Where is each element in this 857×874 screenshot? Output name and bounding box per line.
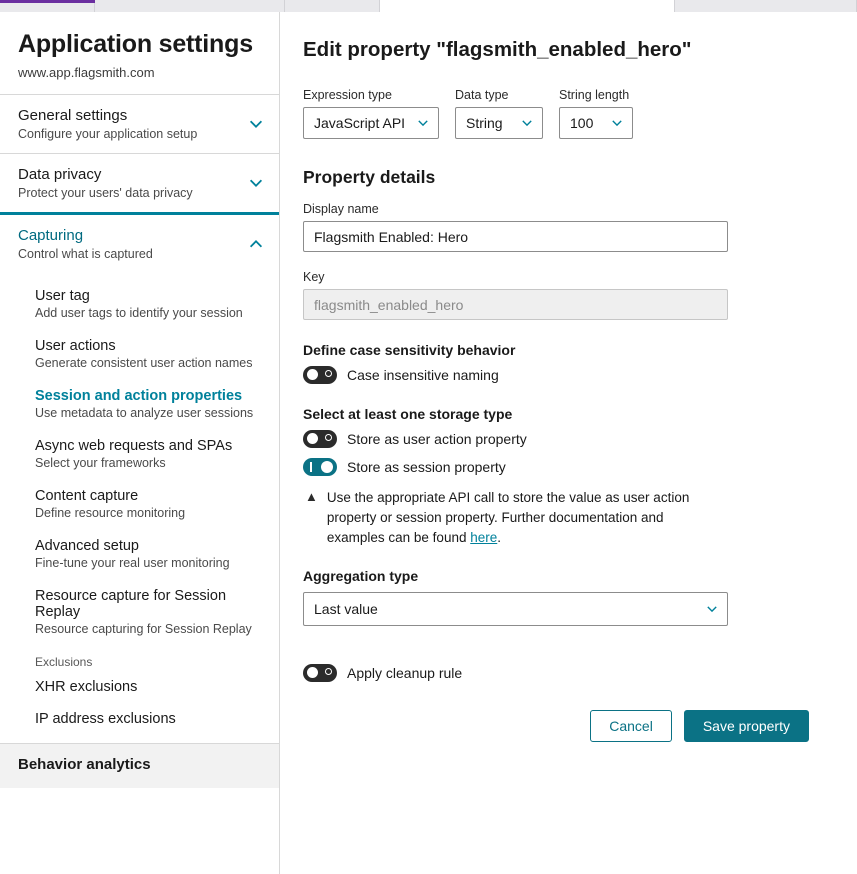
sidebar-item-user-tag[interactable] bbox=[0, 279, 279, 329]
subitem-label: Advanced setup bbox=[35, 538, 139, 554]
toggle-off-icon bbox=[325, 434, 332, 441]
sidebar-section-desc: Control what is captured bbox=[18, 247, 153, 261]
browser-tab-5[interactable] bbox=[675, 0, 857, 12]
subitem-desc: Select your frameworks bbox=[35, 456, 166, 470]
display-name-input[interactable] bbox=[303, 221, 728, 252]
settings-sidebar bbox=[0, 12, 280, 874]
sidebar-section-title: Data privacy bbox=[18, 166, 102, 183]
toggle-off-icon bbox=[325, 370, 332, 377]
browser-tab-active[interactable] bbox=[380, 0, 675, 12]
subitem-desc: Use metadata to analyze user sessions bbox=[35, 406, 254, 420]
store-as-session-property-row[interactable] bbox=[303, 458, 827, 476]
sidebar-item-advanced-setup[interactable] bbox=[0, 529, 279, 579]
aggregation-type-select[interactable] bbox=[303, 592, 728, 626]
string-length-value: 100 bbox=[570, 115, 594, 131]
display-name-label: Display name bbox=[303, 202, 379, 216]
property-details-heading: Property details bbox=[303, 167, 436, 187]
apply-cleanup-rule-toggle[interactable] bbox=[303, 664, 337, 682]
case-insensitive-naming-label: Case insensitive naming bbox=[347, 367, 499, 383]
toggle-knob bbox=[307, 369, 318, 380]
chevron-down-icon[interactable] bbox=[247, 115, 265, 133]
form-actions bbox=[303, 710, 827, 742]
key-field bbox=[303, 270, 827, 320]
toggle-knob bbox=[307, 433, 318, 444]
sidebar-item-session-and-action-properties[interactable] bbox=[0, 379, 279, 429]
toggle-knob bbox=[307, 667, 318, 678]
edit-property-panel bbox=[281, 12, 857, 874]
expression-type-field bbox=[303, 88, 439, 139]
apply-cleanup-rule-label: Apply cleanup rule bbox=[347, 665, 463, 681]
sidebar-item-user-actions[interactable] bbox=[0, 329, 279, 379]
store-as-user-action-property-row[interactable] bbox=[303, 430, 827, 448]
subitem-label: Async web requests and SPAs bbox=[35, 438, 233, 454]
case-sensitivity-heading: Define case sensitivity behavior bbox=[303, 342, 516, 358]
sidebar-item-general-settings[interactable] bbox=[0, 94, 279, 153]
subitem-label: User tag bbox=[35, 288, 90, 304]
apply-cleanup-rule-row[interactable] bbox=[303, 664, 827, 682]
store-as-session-property-label: Store as session property bbox=[347, 459, 506, 475]
sidebar-section-title: General settings bbox=[18, 107, 128, 124]
chevron-up-icon[interactable] bbox=[247, 235, 265, 253]
toggle-on-icon bbox=[310, 462, 312, 472]
sidebar-item-xhr-exclusions[interactable]: XHR exclusions bbox=[35, 679, 138, 695]
sidebar-section-title: Behavior analytics bbox=[18, 756, 151, 773]
case-insensitive-naming-toggle[interactable] bbox=[303, 366, 337, 384]
storage-type-heading: Select at least one storage type bbox=[303, 406, 513, 422]
subitem-desc: Generate consistent user action names bbox=[35, 356, 253, 370]
subitem-label: Session and action properties bbox=[35, 388, 243, 404]
tab-accent-bar bbox=[0, 0, 95, 3]
case-insensitive-naming-row[interactable] bbox=[303, 366, 827, 384]
chevron-down-icon bbox=[416, 116, 430, 130]
page-title: Application settings bbox=[18, 30, 253, 58]
subitem-desc: Add user tags to identify your session bbox=[35, 306, 243, 320]
browser-tab-2[interactable] bbox=[95, 0, 285, 12]
browser-tab-3[interactable] bbox=[285, 0, 380, 12]
subitem-label: Resource capture for Session Replay bbox=[35, 588, 227, 620]
notice-text-part1: Use the appropriate API call to store the value as user action property or session property. Further documentation and examples can be found bbox=[326, 490, 690, 545]
string-length-field bbox=[559, 88, 633, 139]
cancel-button[interactable]: Cancel bbox=[590, 710, 672, 742]
storage-notice-text bbox=[327, 488, 715, 548]
chevron-down-icon bbox=[705, 602, 719, 616]
sidebar-item-capturing[interactable] bbox=[0, 212, 279, 273]
documentation-link[interactable]: here bbox=[470, 530, 498, 545]
expression-type-select[interactable] bbox=[303, 107, 439, 139]
warning-icon: ▲ bbox=[305, 489, 318, 504]
browser-tab-strip bbox=[0, 0, 857, 12]
toggle-knob bbox=[321, 461, 333, 473]
type-fields-row bbox=[303, 88, 827, 139]
string-length-select[interactable] bbox=[559, 107, 633, 139]
aggregation-type-value: Last value bbox=[314, 601, 378, 617]
expression-type-value: JavaScript API bbox=[314, 115, 406, 131]
data-type-select[interactable] bbox=[455, 107, 543, 139]
data-type-value: String bbox=[466, 115, 503, 131]
sidebar-header bbox=[0, 12, 279, 94]
sidebar-item-data-privacy[interactable] bbox=[0, 153, 279, 212]
sidebar-item-content-capture[interactable] bbox=[0, 479, 279, 529]
spacer bbox=[303, 626, 827, 640]
chevron-down-icon bbox=[610, 116, 624, 130]
sidebar-section-title: Capturing bbox=[18, 227, 84, 244]
save-property-button[interactable]: Save property bbox=[684, 710, 809, 742]
string-length-label: String length bbox=[559, 88, 630, 102]
sidebar-item-ip-address-exclusions[interactable]: IP address exclusions bbox=[35, 711, 176, 727]
store-as-user-action-property-label: Store as user action property bbox=[347, 431, 527, 447]
subitem-desc: Resource capturing for Session Replay bbox=[35, 622, 252, 636]
sidebar-item-behavior-analytics[interactable] bbox=[0, 743, 279, 788]
capturing-subitems bbox=[0, 273, 279, 735]
sidebar-item-async-web-requests-and-spas[interactable] bbox=[0, 429, 279, 479]
sidebar-subtitle: www.app.flagsmith.com bbox=[18, 65, 155, 80]
display-name-field bbox=[303, 202, 827, 252]
subitem-desc: Define resource monitoring bbox=[35, 506, 186, 520]
sidebar-section-desc: Configure your application setup bbox=[18, 127, 198, 141]
notice-text-part2: . bbox=[497, 530, 502, 545]
panel-title: Edit property "flagsmith_enabled_hero" bbox=[303, 38, 692, 61]
exclusions-group-label: Exclusions bbox=[35, 655, 93, 669]
storage-notice bbox=[305, 488, 715, 548]
subitem-desc: Fine-tune your real user monitoring bbox=[35, 556, 230, 570]
store-as-user-action-property-toggle[interactable] bbox=[303, 430, 337, 448]
key-label: Key bbox=[303, 270, 325, 284]
key-input bbox=[303, 289, 728, 320]
sidebar-section-desc: Protect your users' data privacy bbox=[18, 186, 193, 200]
data-type-label: Data type bbox=[455, 88, 509, 102]
toggle-off-icon bbox=[325, 668, 332, 675]
subitem-label: User actions bbox=[35, 338, 116, 354]
sidebar-item-resource-capture-for-session-replay[interactable] bbox=[0, 579, 279, 645]
subitem-label: Content capture bbox=[35, 488, 139, 504]
data-type-field bbox=[455, 88, 543, 139]
chevron-down-icon bbox=[520, 116, 534, 130]
aggregation-type-label: Aggregation type bbox=[303, 568, 419, 584]
chevron-down-icon[interactable] bbox=[247, 174, 265, 192]
store-as-session-property-toggle[interactable] bbox=[303, 458, 337, 476]
expression-type-label: Expression type bbox=[303, 88, 392, 102]
